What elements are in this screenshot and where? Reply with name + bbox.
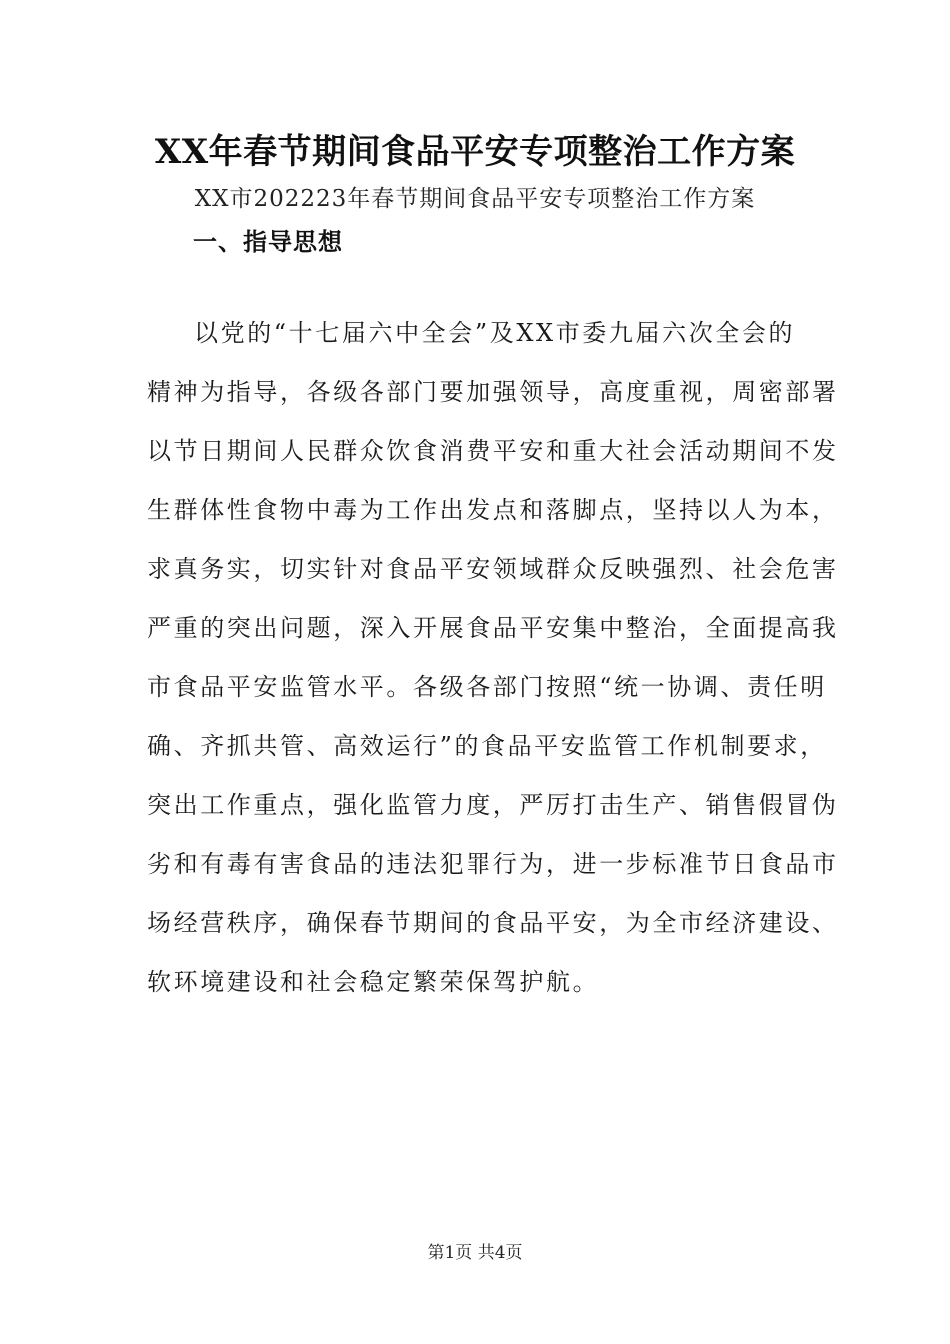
document-title: XX年春节期间食品平安专项整治工作方案 — [154, 132, 796, 172]
document-subtitle: XX市202223年春节期间食品平安专项整治工作方案 — [194, 186, 756, 212]
body-paragraph — [147, 304, 839, 1012]
paragraph-line: 生群体性食物中毒为工作出发点和落脚点，坚持以人为本， — [147, 496, 839, 524]
paragraph-line: 劣和有毒有害食品的违法犯罪行为，进一步标准节日食品市 — [147, 850, 839, 878]
paragraph-line: 市食品平安监管水平。各级各部门按照“统一协调、责任明 — [147, 673, 827, 701]
paragraph-line: 确、齐抓共管、高效运行”的食品平安监管工作机制要求， — [147, 732, 827, 760]
paragraph-line: 严重的突出问题，深入开展食品平安集中整治，全面提高我 — [147, 614, 839, 642]
paragraph-line: 突出工作重点，强化监管力度，严厉打击生产、销售假冒伪 — [147, 791, 839, 819]
paragraph-line: 软环境建设和社会稳定繁荣保驾护航。 — [147, 968, 600, 996]
paragraph-line: 以节日期间人民群众饮食消费平安和重大社会活动期间不发 — [147, 437, 839, 465]
paragraph-line: 精神为指导，各级各部门要加强领导，高度重视，周密部署 — [147, 378, 839, 406]
page-footer: 第1页 共4页 — [427, 1243, 523, 1263]
section-heading: 一、指导思想 — [193, 228, 343, 256]
paragraph-line: 场经营秩序，确保春节期间的食品平安，为全市经济建设、 — [147, 909, 839, 937]
paragraph-line: 求真务实，切实针对食品平安领域群众反映强烈、社会危害 — [147, 555, 839, 583]
paragraph-line: 以党的“十七届六中全会”及XX市委九届六次全会的 — [194, 319, 796, 347]
